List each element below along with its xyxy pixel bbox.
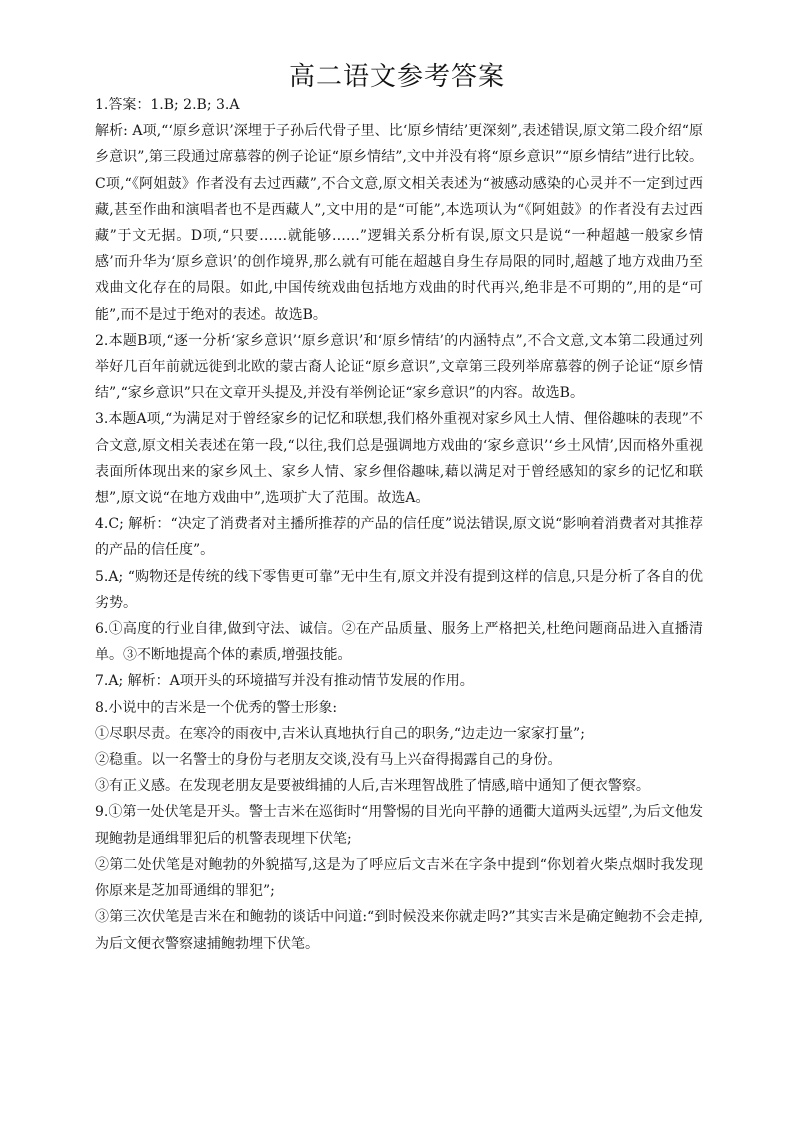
- answer-paragraph: ②稳重。以一名警士的身份与老朋友交谈,没有马上兴奋得揭露自己的身份。: [95, 752, 562, 769]
- answer-paragraph: 3.本题A项,“为满足对于曾经家乡的记忆和联想,我们格外重视对家乡风土人情、俚俗趣味的表现”不合文意,原文相关表述在第一段,“以往,我们总是强调地方戏曲的‘家乡意识’‘乡土风情’,因而格外重视表面所体现出来的家乡风土、家乡人情、家乡俚俗趣味,藉以满足对于曾经感知的家乡的记忆和联想”,原文说“在地方戏曲中”,选项扩大了范围。故选A。: [95, 411, 703, 507]
- answer-paragraph: 5.A; “购物还是传统的线下零售更可靠”无中生有,原文并没有提到这样的信息,只是分析了各自的优劣势。: [95, 568, 703, 611]
- answer-paragraph: 1.答案：1.B; 2.B; 3.A: [95, 97, 240, 113]
- answer-paragraph: ③第三次伏笔是吉米在和鲍勃的谈话中问道:“到时候没来你就走吗?”其实吉米是确定鲍勃不会走掉,为后文便衣警察逮捕鲍勃埋下伏笔。: [95, 909, 703, 952]
- answer-paragraph: 4.C; 解析：“决定了消费者对主播所推荐的产品的信任度”说法错误,原文说“影响着消费者对其推荐的产品的信任度”。: [95, 516, 703, 559]
- answer-paragraph: 6.①高度的行业自律,做到守法、诚信。②在产品质量、服务上严格把关,杜绝问题商品进入直播清单。③不断地提高个体的素质,增强技能。: [95, 621, 703, 664]
- answer-paragraph: 9.①第一处伏笔是开头。警士吉米在巡街时“用警惕的目光向平静的通衢大道两头远望”,为后文他发现鲍勃是通缉罪犯后的机警表现埋下伏笔;: [95, 804, 703, 847]
- answer-paragraph: ③有正义感。在发现老朋友是要被缉捕的人后,吉米理智战胜了情感,暗中通知了便衣警察。: [95, 778, 650, 795]
- answer-paragraph: 解析: A项,“‘原乡意识’深埋于子孙后代骨子里、比‘原乡情结’更深刻”,表述错误,原文第二段介绍“原乡意识”,第三段通过席慕蓉的例子论证“原乡情结”,文中并没有将“原乡意识”“原乡情结”进行比较。C项,“《阿姐鼓》作者没有去过西藏”,不合文意,原文相关表述为“被感动感染的心灵并不一定到过西藏,甚至作曲和演唱者也不是西藏人”,文中用的是“可能”,本选项认为“《阿姐鼓》的作者没有去过西藏”于文无据。D项,“只要……就能够……”逻辑关系分析有误,原文只是说“一种超越一般家乡情感’而升华为‘原乡意识’的创作境界,那么就有可能在超越自身生存局限的同时,超越了地方戏曲乃至戏曲文化存在的局限。如此,中国传统戏曲包括地方戏曲的时代再兴,绝非是不可期的”,用的是“可能”,而不是过于绝对的表述。故选B。: [95, 123, 703, 323]
- document-title: 高二语文参考答案: [288, 62, 505, 92]
- answer-paragraph: ②第二处伏笔是对鲍勃的外貌描写,这是为了呼应后文吉米在字条中提到“你划着火柴点烟时我发现你原来是芝加哥通缉的罪犯”;: [95, 856, 703, 900]
- answer-body: [95, 92, 703, 957]
- answer-paragraph: 2.本题B项,“逐一分析‘家乡意识’‘原乡意识’和‘原乡情结’的内涵特点”,不合文意,文本第二段通过列举好几百年前就远徙到北欧的蒙古裔人论证“原乡意识”,文章第三段列举席慕蓉的例子论证“原乡情结”,“家乡意识”只在文章开头提及,并没有举例论证“家乡意识”的内容。故选B。: [95, 332, 703, 402]
- answer-paragraph: 8.小说中的吉米是一个优秀的警士形象:: [95, 699, 338, 716]
- answer-paragraph: ①尽职尽责。在寒冷的雨夜中,吉米认真地执行自己的职务,“边走边一家家打量”;: [95, 725, 585, 742]
- answer-paragraph: 7.A; 解析：A项开头的环境描写并没有推动情节发展的作用。: [95, 673, 474, 690]
